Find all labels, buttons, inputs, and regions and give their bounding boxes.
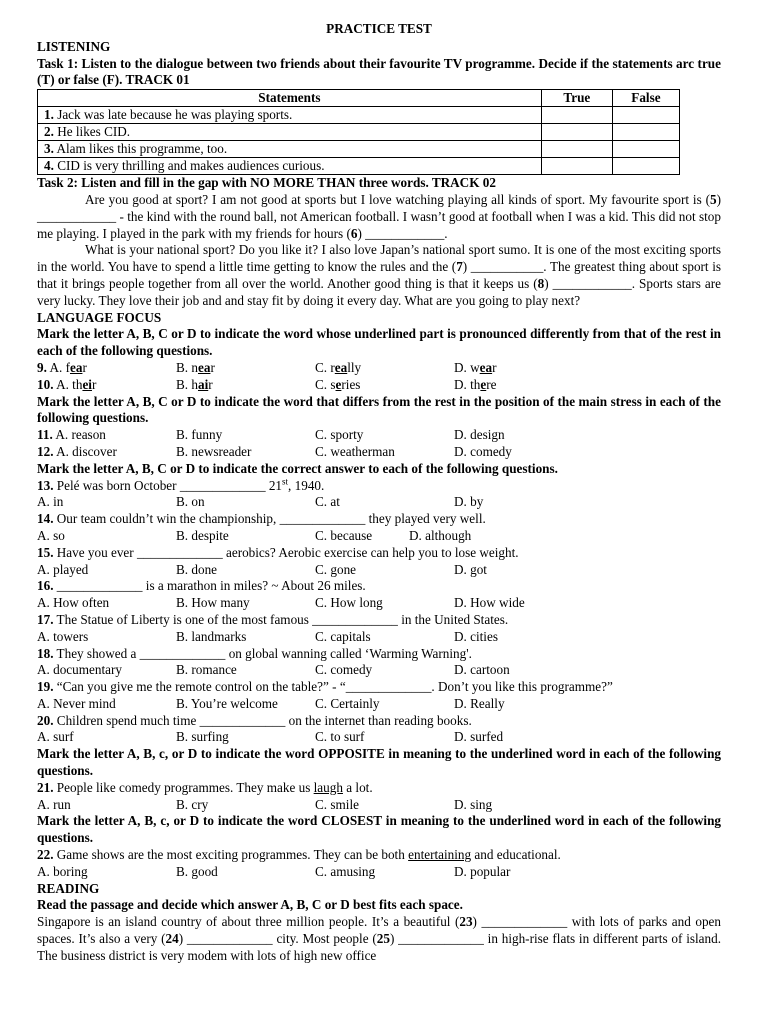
option-a[interactable]: 11. A. reason bbox=[37, 427, 106, 443]
question-21-stem: 21. People like comedy programmes. They make us laugh a lot. bbox=[37, 779, 373, 795]
question-14-options bbox=[37, 528, 721, 545]
option-d[interactable]: D. wear bbox=[454, 359, 497, 375]
option-b[interactable]: B. despite bbox=[176, 527, 229, 543]
option-c[interactable]: C. because bbox=[315, 527, 373, 543]
option-a[interactable]: A. boring bbox=[37, 863, 88, 879]
question-19-stem: 19. “Can you give me the remote control on the table?” - “_____________. Don’t you like this programme?” bbox=[37, 679, 613, 695]
true-cell[interactable] bbox=[541, 124, 612, 141]
option-c[interactable]: C. series bbox=[315, 376, 361, 392]
listening-heading: LISTENING bbox=[37, 38, 111, 54]
task2-instruction: Task 2: Listen and fill in the gap with NO MORE THAN three words. TRACK 02 bbox=[37, 175, 496, 191]
false-cell[interactable] bbox=[612, 141, 679, 158]
option-c[interactable]: C. really bbox=[315, 359, 362, 375]
statement-cell: 1. Jack was late because he was playing sports. bbox=[38, 107, 542, 124]
question-22-options bbox=[37, 864, 721, 881]
question-16-options bbox=[37, 595, 721, 612]
question-17-stem: 17. The Statue of Liberty is one of the most famous _____________ in the United States. bbox=[37, 611, 509, 627]
option-a[interactable]: A. towers bbox=[37, 628, 89, 644]
table-header-row bbox=[38, 90, 680, 107]
task1-instruction: Task 1: Listen to the dialogue between two friends about their favourite TV programme. Decide if the statements arc true (T) or false (F). TRACK 01 bbox=[37, 55, 721, 88]
option-d[interactable]: D. sing bbox=[454, 796, 493, 812]
question-20-stem: 20. Children spend much time _____________ on the internet than reading books. bbox=[37, 712, 472, 728]
closest-instruction: Mark the letter A, B, c, or D to indicate the word CLOSEST in meaning to the underlined word in each of the following questions. bbox=[37, 813, 721, 846]
task2-paragraph-1: Are you good at sport? I am not good at sports but I love watching playing all kinds of sport. My favourite sport is (5) ____________ - the kind with the round ball, not American football. I wasn’t good at football when I was a kid. This did not stop me playing. I played in the park with my friends for hours (6) ____________. bbox=[37, 191, 721, 241]
question-13-stem: 13. Pelé was born October _____________ 21st, 1940. bbox=[37, 476, 325, 493]
option-c[interactable]: C. gone bbox=[315, 561, 357, 577]
option-c[interactable]: C. Certainly bbox=[315, 695, 380, 711]
stress-instruction: Mark the letter A, B, C or D to indicate the word that differs from the rest in the position of the main stress in each of the following questions. bbox=[37, 393, 721, 426]
statements-table bbox=[37, 89, 680, 175]
question-18-options bbox=[37, 662, 721, 679]
false-cell[interactable] bbox=[612, 107, 679, 124]
option-b[interactable]: B. funny bbox=[176, 427, 223, 443]
correct-answer-instruction: Mark the letter A, B, C or D to indicate the correct answer to each of the following questions. bbox=[37, 460, 558, 476]
option-a[interactable]: A. surf bbox=[37, 729, 74, 745]
reading-heading: READING bbox=[37, 880, 100, 896]
table-row bbox=[38, 107, 680, 124]
underlined-word: laugh bbox=[313, 779, 343, 795]
underlined-word: entertaining bbox=[408, 847, 472, 863]
task2-paragraph-2: What is your national sport? Do you like it? I also love Japan’s national sport sumo. It is one of the most exciting sports in the world. You have to spend a little time getting to know the rules and the (7) ___________. The greatest thing about sport is that it brings people together from all over the world. Another good thing is that it keeps us (8) ____________. Sports stars are very lucky. They love their job and and stay fit by doing it every day. What are you going to play next? bbox=[37, 242, 721, 308]
option-a[interactable]: 9. A. fear bbox=[37, 359, 87, 375]
option-d[interactable]: D. by bbox=[454, 494, 484, 510]
option-c[interactable]: C. comedy bbox=[315, 662, 373, 678]
option-a[interactable]: A. Never mind bbox=[37, 695, 116, 711]
option-b[interactable]: B. surfing bbox=[176, 729, 229, 745]
header-statements: Statements bbox=[38, 90, 542, 107]
question-15-stem: 15. Have you ever _____________ aerobics? Aerobic exercise can help you to lose weight. bbox=[37, 544, 519, 560]
option-b[interactable]: B. hair bbox=[176, 376, 213, 392]
question-21-options bbox=[37, 797, 721, 814]
option-c[interactable]: C. weatherman bbox=[315, 443, 395, 459]
language-focus-heading: LANGUAGE FOCUS bbox=[37, 309, 162, 325]
option-a[interactable]: A. in bbox=[37, 494, 64, 510]
option-b[interactable]: B. newsreader bbox=[176, 443, 252, 459]
true-cell[interactable] bbox=[541, 107, 612, 124]
question-10 bbox=[37, 377, 721, 394]
reading-instruction: Read the passage and decide which answer A, B, C or D best fits each space. bbox=[37, 897, 463, 913]
false-cell[interactable] bbox=[612, 124, 679, 141]
option-d[interactable]: D. surfed bbox=[454, 729, 504, 745]
table-row bbox=[38, 124, 680, 141]
option-c[interactable]: C. amusing bbox=[315, 863, 376, 879]
option-c[interactable]: C. to surf bbox=[315, 729, 365, 745]
pronunciation-instruction: Mark the letter A, B, C or D to indicate the word whose underlined part is pronounced differently from that of the rest in each of the following questions. bbox=[37, 326, 721, 359]
question-22-stem: 22. Game shows are the most exciting programmes. They can be both entertaining and educational. bbox=[37, 847, 561, 863]
page-title: PRACTICE TEST bbox=[326, 21, 432, 36]
option-d[interactable]: D. cities bbox=[454, 628, 498, 644]
false-cell[interactable] bbox=[612, 158, 679, 175]
question-20-options bbox=[37, 729, 721, 746]
statement-cell: 3. Alam likes this programme, too. bbox=[38, 141, 542, 158]
option-d[interactable]: D. comedy bbox=[454, 443, 512, 459]
option-b[interactable]: B. on bbox=[176, 494, 205, 510]
question-13-options bbox=[37, 494, 721, 511]
option-d[interactable]: D. How wide bbox=[454, 595, 525, 611]
true-cell[interactable] bbox=[541, 158, 612, 175]
table-row bbox=[38, 141, 680, 158]
option-d[interactable]: D. Really bbox=[454, 695, 505, 711]
question-15-options bbox=[37, 562, 721, 579]
header-false: False bbox=[612, 90, 679, 107]
option-a[interactable]: A. run bbox=[37, 796, 71, 812]
question-18-stem: 18. They showed a _____________ on global wanning called ‘Warming Warning'. bbox=[37, 645, 472, 661]
option-d[interactable]: D. there bbox=[454, 376, 497, 392]
option-b[interactable]: B. landmarks bbox=[176, 628, 247, 644]
option-a[interactable]: 10. A. their bbox=[37, 376, 97, 392]
option-c[interactable]: C. smile bbox=[315, 796, 359, 812]
option-b[interactable]: B. How many bbox=[176, 595, 250, 611]
option-d[interactable]: D. cartoon bbox=[454, 662, 510, 678]
option-a[interactable]: A. played bbox=[37, 561, 89, 577]
option-a[interactable]: A. How often bbox=[37, 595, 110, 611]
option-d[interactable]: D. got bbox=[454, 561, 487, 577]
question-9 bbox=[37, 360, 721, 377]
question-17-options bbox=[37, 629, 721, 646]
option-b[interactable]: B. romance bbox=[176, 662, 237, 678]
question-19-options bbox=[37, 696, 721, 713]
option-c[interactable]: C. How long bbox=[315, 595, 383, 611]
option-c[interactable]: C. sporty bbox=[315, 427, 364, 443]
reading-passage: Singapore is an island country of about three million people. It’s a beautiful (23) _____________ with lots of parks and open spaces. It’s also a very (24) _____________ city. Most people (25) _____________ in high-rise flats in different parts of island. The business district is very modem with lots of high new office bbox=[37, 914, 721, 963]
table-row bbox=[38, 158, 680, 175]
question-11 bbox=[37, 427, 721, 444]
option-a[interactable]: A. documentary bbox=[37, 662, 122, 678]
option-b[interactable]: B. You’re welcome bbox=[176, 695, 278, 711]
true-cell[interactable] bbox=[541, 141, 612, 158]
opposite-instruction: Mark the letter A, B, c, or D to indicate the word OPPOSITE in meaning to the underlined word in each of the following questions. bbox=[37, 746, 721, 779]
option-d[interactable]: D. popular bbox=[454, 863, 511, 879]
option-b[interactable]: B. done bbox=[176, 561, 218, 577]
option-b[interactable]: B. cry bbox=[176, 796, 209, 812]
header-true: True bbox=[541, 90, 612, 107]
option-b[interactable]: B. good bbox=[176, 863, 218, 879]
question-16-stem: 16. _____________ is a marathon in miles? ~ About 26 miles. bbox=[37, 578, 366, 594]
statement-cell: 2. He likes CID. bbox=[38, 124, 542, 141]
option-a[interactable]: 12. A. discover bbox=[37, 443, 117, 459]
option-c[interactable]: C. at bbox=[315, 494, 340, 510]
option-d[interactable]: D. although bbox=[409, 527, 472, 543]
statement-cell: 4. CID is very thrilling and makes audiences curious. bbox=[38, 158, 542, 175]
option-a[interactable]: A. so bbox=[37, 527, 65, 543]
question-12 bbox=[37, 444, 721, 461]
question-14-stem: 14. Our team couldn’t win the championship, _____________ they played very well. bbox=[37, 511, 486, 527]
option-b[interactable]: B. near bbox=[176, 359, 215, 375]
option-c[interactable]: C. capitals bbox=[315, 628, 371, 644]
option-d[interactable]: D. design bbox=[454, 427, 505, 443]
